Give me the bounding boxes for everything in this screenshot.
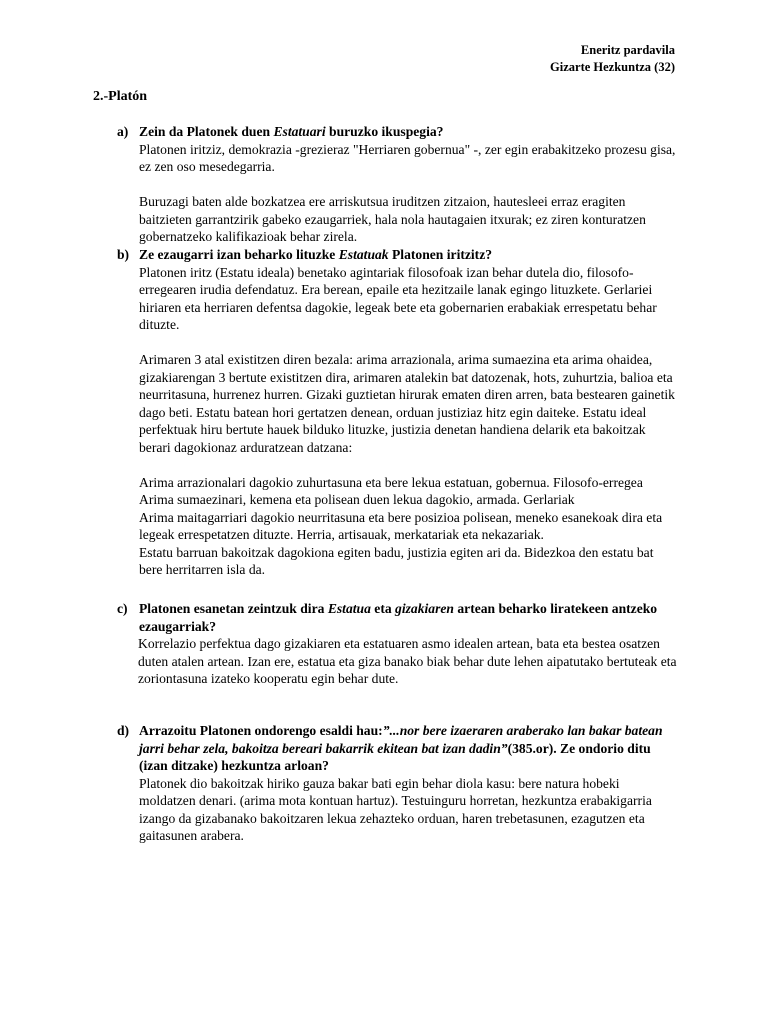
question-d-label: d) <box>117 723 130 738</box>
answer-b-line-2: Arima sumaezinari, kemena eta polisean duen lekua dagokio, armada. Gerlariak <box>139 492 575 507</box>
question-b: Ze ezaugarri izan beharko lituzke Estatuak Platonen iritzitz? <box>139 247 493 262</box>
answer-c-paragraph-1: Korrelazio perfektua dago gizakiaren eta estatuaren asmo idealen artean, bata eta bestea osatzen duten atalen artean. Izan ere, estatua eta giza banako biak behar dute lehen aipatutako bertuteak eta zoriontasuna izateko kooperatu egin behar dute. <box>138 636 677 686</box>
answer-b-paragraph-2: Arimaren 3 atal existitzen diren bezala: arima arrazionala, arima sumaezina eta arima ohaidea, gizakiarengan 3 bertute existitzen dira, arimaren atalekin bat datozenak, hots, zuhurtzia, balioa eta neurritasuna, hurrenez hurren. Gizaki guztietan hirurak ematen diren arren, bata bestearen gainetik dago beti. Estatu batean hori gertatzen denean, orduan justiziaz hitz egin daiteke. Estatu ideal perfektuak hiru bertute hauek bilduko lituzke, justizia denetan handiena delarik eta bakoitzak berari dagokionaz arduratzean datzana: <box>139 352 675 455</box>
course-name: Gizarte Hezkuntza (32) <box>550 60 675 74</box>
page-header <box>550 42 675 76</box>
answer-b-paragraph-1: Platonen iritz (Estatu ideala) benetako agintariak filosofoak izan behar dutela dio, filosofo-erregearen irudia defendatuz. Era berean, epaile eta hezitzaile lanak egingo lituzkete. Gerlariei hiriaren eta herriaren defentsa dagokie, legeak bete eta gobernarien erabakiak errespetatu behar dituzte. <box>139 264 657 332</box>
question-d-block <box>117 722 677 845</box>
answer-b-line-1: Arima arrazionalari dagokio zuhurtasuna eta bere lekua estatuan, gobernua. Filosofo-erregea <box>139 474 643 490</box>
answer-b-line-3: Arima maitagarriari dagokio neurritasuna eta bere posizioa polisean, meneko esanekoak dira eta legeak errespetatzen dituzte. Herria, artisauak, merkatariak eta nekazariak. <box>139 509 663 542</box>
question-b-label: b) <box>117 247 130 262</box>
answer-b-line-4: Estatu barruan bakoitzak dagokiona egiten badu, justizia egiten ari da. Bidezkoa den estatu bat bere herritarren isla da. <box>139 544 654 577</box>
answer-d-paragraph-1: Platonek dio bakoitzak hiriko gauza bakar bati egin behar diola kasu: bere natura hobeki moldatzen denari. (arima mota kontuan hartuz). Testuinguru horretan, hezkuntza erabakigarria izango da gizabanako bakoitzaren lekua zehazteko orduan, haren trebetasunen, ezagutzen eta gaitasunen arabera. <box>139 775 652 843</box>
question-d: Arrazoitu Platonen ondorengo esaldi hau:”...nor bere izaeraren araberako lan bakar batean jarri behar zela, bakoitza bereari bakarrik ekitean bat izan dadin”(385.or). Ze ondorio ditu (izan ditzake) hezkuntza arloan? <box>139 723 663 773</box>
question-c-block <box>117 600 677 688</box>
question-a-block <box>117 123 677 246</box>
question-b-block <box>117 246 677 579</box>
section-title: 2.-Platón <box>93 89 148 104</box>
question-a: Zein da Platonek duen Estatuari buruzko ikuspegia? <box>139 124 444 139</box>
answer-a-paragraph-2: Buruzagi baten alde bozkatzea ere arriskutsua iruditzen zitzaion, hautesleei erraz eragiten baitzieten garrantzirik gabeko ezaugarriek, hala nola hautagaien itxurak; ez ziren konturatzen gobernatzeko kalifikazioak behar zirela. <box>139 194 646 244</box>
question-c-label: c) <box>117 601 128 616</box>
question-a-label: a) <box>117 124 129 139</box>
answer-a-paragraph-1: Platonen iritziz, demokrazia -grezieraz "Herriaren gobernua" -, zer egin erabakitzeko prozesu gisa, ez zen oso mesedegarria. <box>139 141 676 174</box>
author-name: Eneritz pardavila <box>580 43 675 57</box>
question-c: Platonen esanetan zeintzuk dira Estatua eta gizakiaren artean beharko liratekeen antzeko ezaugarriak? <box>139 601 658 634</box>
